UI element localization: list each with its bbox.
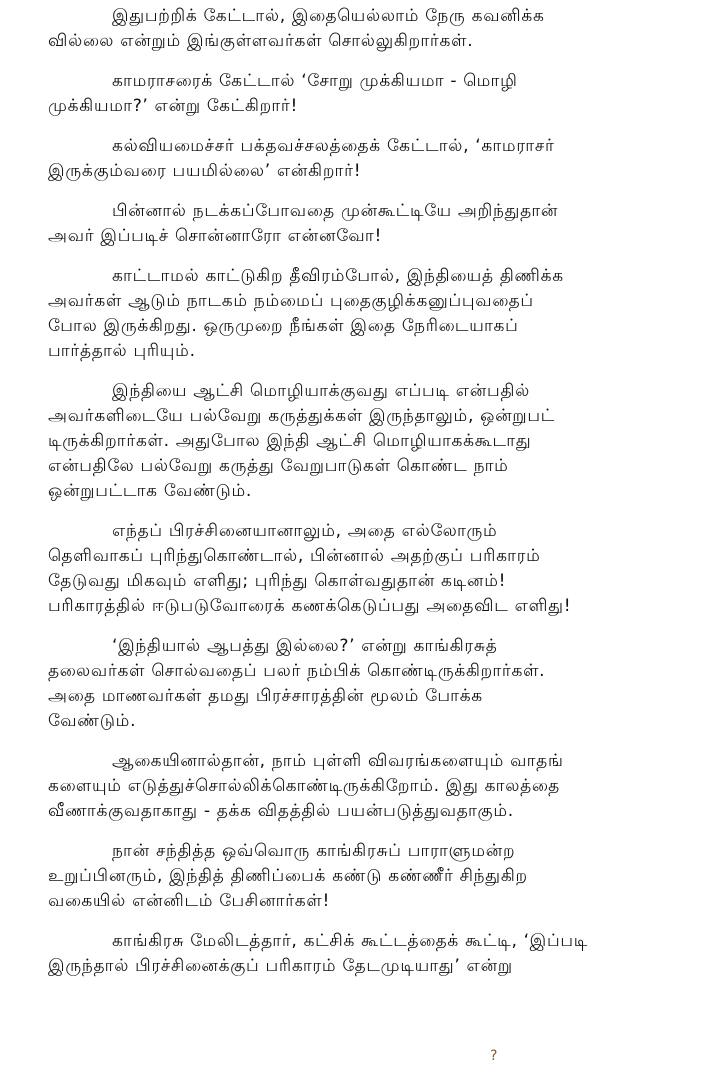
paragraph (48, 4, 671, 54)
text-line: பரிகாரத்தில் ஈடுபடுவோரைக் கணக்கெடுப்பது அதைவிட எளிது! (48, 596, 572, 616)
text-line: அதை மாணவர்கள் தமது பிரச்சாரத்தின் மூலம் போக்க (48, 686, 483, 706)
text-line: காமராசரைக் கேட்டால் ‘சோறு முக்கியமா - மொழி (112, 71, 518, 91)
text-line: காங்கிரசு மேலிடத்தார், கட்சிக் கூட்டத்தைக் கூட்டி, ‘இப்படி (112, 931, 589, 951)
text-line: வேண்டும். (48, 711, 137, 731)
text-line: அவர்களிடையே பல்வேறு கருத்துக்கள் இருந்தாலும், ஒன்றுபட் (48, 406, 556, 426)
text-line: வகையில் என்னிடம் பேசினார்கள்! (48, 891, 330, 911)
text-line: இருந்தால் பிரச்சினைக்குப் பரிகாரம் தேடமுடியாது’ என்று (48, 956, 513, 976)
text-line: இதுபற்றிக் கேட்டால், இதையெல்லாம் நேரு கவனிக்க (112, 6, 545, 26)
text-line: கல்வியமைச்சர் பக்தவச்சலத்தைக் கேட்டால், ‘காமராசர் (112, 136, 555, 156)
page-mark: ? (490, 1048, 498, 1064)
text-line: ‘இந்தியால் ஆபத்து இல்லை?’ என்று காங்கிரசுத் (112, 636, 498, 656)
text-line: போல இருக்கிறது. ஒருமுறை நீங்கள் இதை நேரிடையாகப் (48, 316, 519, 336)
paragraph (48, 264, 671, 364)
paragraph (48, 134, 671, 184)
text-line: ஆகையினால்தான், நாம் புள்ளி விவரங்களையும் வாதங் (112, 751, 564, 771)
paragraph (48, 929, 671, 979)
text-line: உறுப்பினரும், இந்தித் திணிப்பைக் கண்டு கண்ணீர் சிந்துகிற (48, 866, 528, 886)
text-line: என்பதிலே பல்வேறு கருத்து வேறுபாடுகள் கொண்ட நாம் (48, 456, 509, 476)
text-line: தேடுவது மிகவும் எளிது; புரிந்து கொள்வதுதான் கடினம்! (48, 571, 507, 591)
text-line: காட்டாமல் காட்டுகிற தீவிரம்போல், இந்தியைத் திணிக்க (112, 266, 564, 286)
text-line: அவர் இப்படிச் சொன்னாரோ என்னவோ! (48, 226, 382, 246)
paragraph (48, 69, 671, 119)
text-line: இருக்கும்வரை பயமில்லை’ என்கிறார்! (48, 161, 362, 181)
paragraph (48, 634, 671, 734)
text-line: களையும் எடுத்துச்சொல்லிக்கொண்டிருக்கிறோம். இது காலத்தை (48, 776, 560, 796)
text-line: பின்னால் நடக்கப்போவதை முன்கூட்டியே அறிந்துதான் (112, 201, 559, 221)
text-line: டிருக்கிறார்கள். அதுபோல இந்தி ஆட்சி மொழியாகக்கூடாது (48, 431, 532, 451)
text-line: எந்தப் பிரச்சினையானாலும், அதை எல்லோரும் (112, 521, 498, 541)
paragraph (48, 199, 671, 249)
text-line: வில்லை என்றும் இங்குள்ளவர்கள் சொல்லுகிறார்கள். (48, 31, 474, 51)
text-line: தலைவர்கள் சொல்வதைப் பலர் நம்பிக் கொண்டிருக்கிறார்கள். (48, 661, 546, 681)
paragraph (48, 749, 671, 824)
text-line: தெளிவாகப் புரிந்துகொண்டால், பின்னால் அதற்குப் பரிகாரம் (48, 546, 541, 566)
text-line: பார்த்தால் புரியும். (48, 341, 196, 361)
text-line: நான் சந்தித்த ஒவ்வொரு காங்கிரசுப் பாராளுமன்ற (112, 841, 516, 861)
paragraph (48, 839, 671, 914)
text-line: வீணாக்குவதாகாது - தக்க விதத்தில் பயன்படுத்துவதாகும். (48, 801, 514, 821)
text-line: அவர்கள் ஆடும் நாடகம் நம்மைப் புதைகுழிக்கனுப்புவதைப் (48, 291, 534, 311)
paragraph (48, 379, 671, 504)
text-line: முக்கியமா?’ என்று கேட்கிறார்! (48, 96, 298, 116)
text-line: இந்தியை ஆட்சி மொழியாக்குவது எப்படி என்பதில் (112, 381, 530, 401)
text-line: ஒன்றுபட்டாக வேண்டும். (48, 481, 252, 501)
paragraph (48, 519, 671, 619)
